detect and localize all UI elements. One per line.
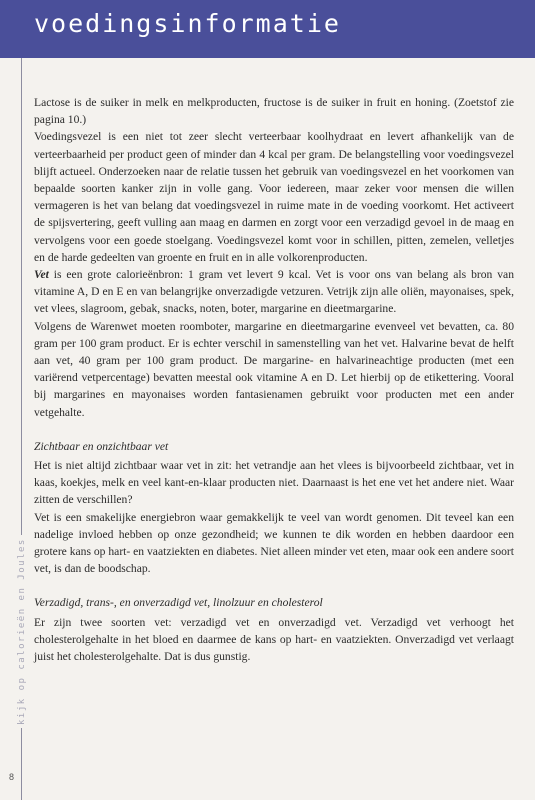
paragraph-zichtbaar-2: Vet is een smakelijke energiebron waar gemakkelijk te veel van wordt genomen. Dit teveel kan een nadelige invloed hebben op onze gezondheid; we kunnen te dik worden en hebben daardoor een grotere kans op hart- en vaatziekten en diabetes. Niet alleen minder vet eten, maar ook een andere soort vet, is dan de boodschap. xyxy=(34,510,514,576)
term-vet: Vet xyxy=(34,268,49,282)
vet-text: is een grote calorieënbron: 1 gram vet levert 9 kcal. Vet is voor ons van belang als bron van vitamine A, D en E en van belangrijke onverzadigde vetzuren. Vetrijk zijn alle oliën, mayonaises, spek, vet vlees, slagroom, gebak, snacks, noten, boter, margarine en dieetmargarine. xyxy=(34,268,514,316)
paragraph-warenwet: Volgens de Warenwet moeten roomboter, margarine en dieetmargarine evenveel vet bevatten, ca. 80 gram per 100 gram product. Er is echter verschil in samenstelling van het vet. Halvarine bevat de helft aan vet, 40 gram per 100 gram product. De margarine- en halvarineachtige producten (met een variërend vetpercentage) bevatten meestal ook vitamine A en D. Let hierbij op de etikettering. Vooral bij margarines en mayonaises worden fantasienamen gebruikt voor producten met een ander vetgehalte. xyxy=(34,319,514,419)
side-running-title: kijk op calorieën en Joules xyxy=(17,535,27,728)
page-number: 8 xyxy=(9,772,15,782)
paragraph-verzadigd: Er zijn twee soorten vet: verzadigd vet en onverzadigd vet. Verzadigd vet verhoogt het cholesterolgehalte in het bloed en daarmee de kans op hart- en vaatziekten. Onverzadigd vet verlaagt juist het cholesterolgehalte. Dat is dus gunstig. xyxy=(34,615,514,664)
paragraph-zichtbaar-1: Het is niet altijd zichtbaar waar vet in zit: het vetrandje aan het vlees is bijvoorbeeld zichtbaar, vet in kaas, koekjes, melk en veel kant-en-klaar producten niet. Daarnaast is het ene vet het andere niet. Waar zitten de verschillen? xyxy=(34,459,514,507)
paragraph-voedingsvezel: Voedingsvezel is een niet tot zeer slecht verteerbaar koolhydraat en levert afhankelijk van de verteerbaarheid per product geen of minder dan 4 kcal per gram. De belangstelling voor voedingsvezel blijft actueel. Onderzoeken naar de relatie tussen het gebruik van voedingsvezel en het voorkomen van bepaalde soorten kanker zijn in volle gang. Voor iedereen, maar zeker voor mensen die willen vermageren is het van belang dat voedingsvezel in ruime mate in de voeding voorkomt. Het activeert de spijsvertering, geeft vulling aan maag en darmen en zorgt voor een verzadigd gevoel in de maag en vervolgens voor een goede stoelgang. Voedingsvezel komt voor in schillen, pitten, zemelen, velletjes en de harde gedeelten van groente en fruit en in alle volkorenproducten. xyxy=(34,130,514,264)
article-body xyxy=(34,94,514,665)
spacer xyxy=(34,577,514,594)
paragraph-lactose: Lactose is de suiker in melk en melkproducten, fructose is de suiker in fruit en honing. (Zoetstof zie pagina 10.) xyxy=(34,96,514,127)
spacer xyxy=(34,421,514,438)
page-title: voedingsinformatie xyxy=(34,9,341,38)
paragraph-vet xyxy=(34,266,514,318)
subheading-verzadigd: Verzadigd, trans-, en onverzadigd vet, linolzuur en cholesterol xyxy=(34,596,323,610)
subheading-zichtbaar: Zichtbaar en onzichtbaar vet xyxy=(34,439,169,453)
header-band xyxy=(0,0,535,58)
